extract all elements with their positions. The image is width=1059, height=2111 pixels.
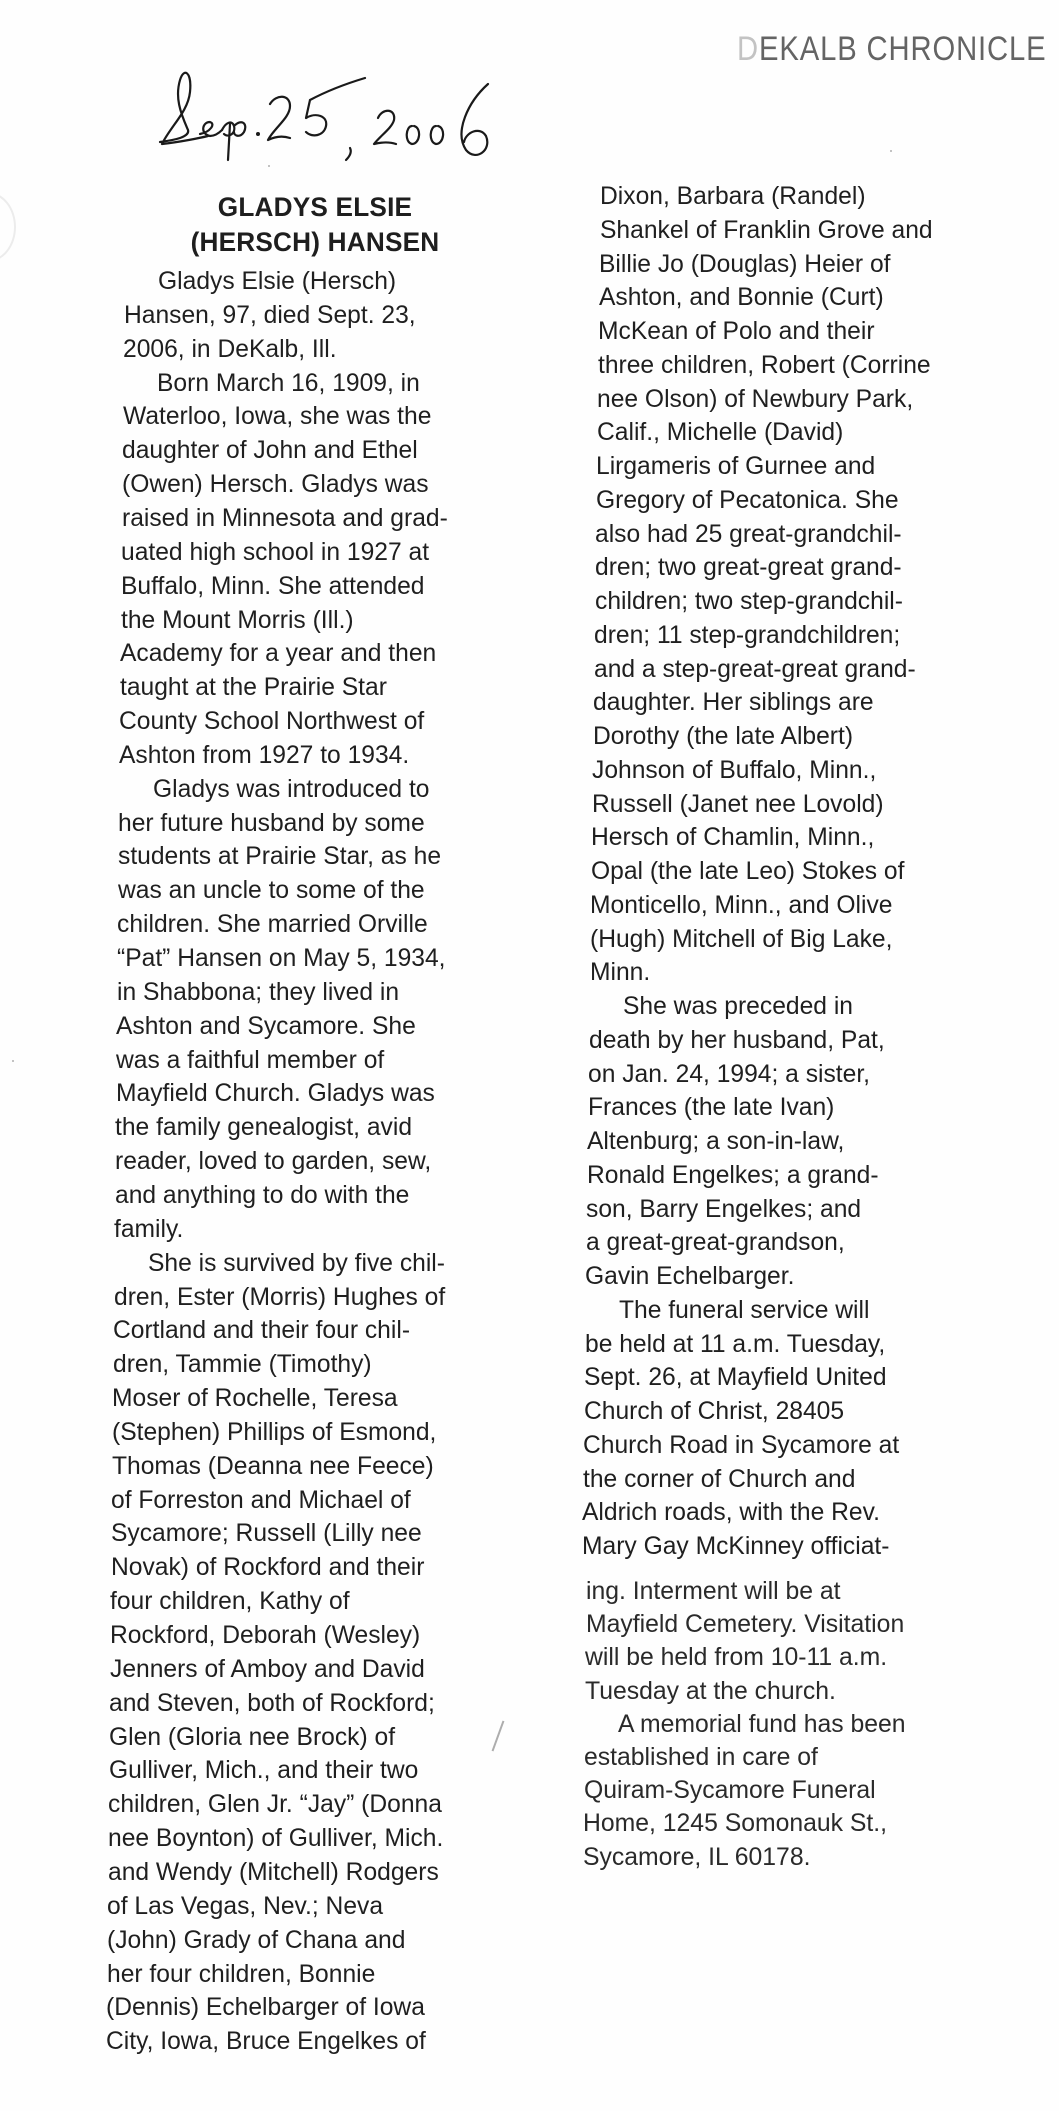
obituary-text-line: Johnson of Buffalo, Minn., xyxy=(592,755,877,784)
obituary-text-line: Lirgameris of Gurnee and xyxy=(596,452,876,480)
obituary-text-line: was an uncle to some of the xyxy=(117,876,425,905)
handwriting-stroke-2 xyxy=(268,97,290,140)
obituary-text-line: dren; 11 step-grandchildren; xyxy=(594,620,901,649)
obituary-text-line: Buffalo, Minn. She attended xyxy=(120,571,425,600)
obituary-text-line: Dixon, Barbara (Randel) xyxy=(600,182,866,210)
scan-speck xyxy=(12,1060,14,1062)
obituary-text-line: nee Boynton) of Gulliver, Mich. xyxy=(107,1824,444,1853)
obituary-text-line: Moser of Rochelle, Teresa xyxy=(112,1384,399,1413)
obituary-text-line: raised in Minnesota and grad- xyxy=(121,503,448,532)
obituary-text-line: Monticello, Minn., and Olive xyxy=(590,890,893,919)
obituary-text-line: will be held from 10-11 a.m. xyxy=(585,1643,888,1672)
obituary-text-line: Glen (Gloria nee Brock) of xyxy=(109,1722,396,1751)
obituary-text-line: dren, Tammie (Timothy) xyxy=(112,1350,372,1379)
obituary-text-line: The funeral service will xyxy=(618,1295,870,1324)
obituary-text-line: Church of Christ, 28405 xyxy=(583,1397,844,1425)
obituary-text-line: in Shabbona; they lived in xyxy=(116,977,399,1006)
masthead-text: EKALB CHRONICLE xyxy=(758,30,1047,68)
obituary-text-line: Home, 1245 Somonauk St., xyxy=(583,1809,888,1838)
obituary-text-line: “Pat” Hansen on May 5, 1934, xyxy=(117,944,446,972)
obituary-text-line: Dorothy (the late Albert) xyxy=(592,722,853,750)
obituary-text-line: 2006, in DeKalb, Ill. xyxy=(123,334,337,363)
handwriting-dot xyxy=(256,132,260,136)
obituary-text-line: (Owen) Hersch. Gladys was xyxy=(121,470,429,499)
obituary-text-line: Academy for a year and then xyxy=(120,639,437,668)
obituary-text-line: Mayfield Cemetery. Visitation xyxy=(585,1610,904,1639)
scan-speck xyxy=(268,165,270,167)
obituary-text-line: Calif., Michelle (David) xyxy=(596,418,844,447)
masthead-stamp xyxy=(737,30,1047,69)
obituary-text-line: Altenburg; a son-in-law, xyxy=(587,1127,845,1155)
obituary-text-line: Born March 16, 1909, in xyxy=(156,368,420,397)
obituary-text-line: Ronald Engelkes; a grand- xyxy=(586,1160,879,1189)
obituary-text-line: A memorial fund has been xyxy=(618,1709,906,1738)
obituary-text-line: on Jan. 24, 1994; a sister, xyxy=(588,1059,871,1088)
stray-pen-mark xyxy=(492,1721,505,1752)
obituary-text-line: McKean of Polo and their xyxy=(598,317,875,345)
obituary-text-line: Billie Jo (Douglas) Heier of xyxy=(599,249,891,278)
obituary-text-line: taught at the Prairie Star xyxy=(119,673,387,702)
obituary-text-line: daughter. Her siblings are xyxy=(593,688,874,717)
handwriting-stroke-0a xyxy=(407,126,419,144)
obituary-text-line: and Wendy (Mitchell) Rodgers xyxy=(107,1857,439,1886)
obituary-text-line: family. xyxy=(114,1214,184,1243)
handwritten-date xyxy=(150,62,570,172)
obituary-text-line: Aldrich roads, with the Rev. xyxy=(582,1498,881,1527)
obituary-text-line: her future husband by some xyxy=(118,808,426,837)
obituary-text-line: also had 25 great-grandchil- xyxy=(595,519,903,548)
obituary-text-line: established in care of xyxy=(584,1743,818,1771)
obituary-text-line: Ashton and Sycamore. She xyxy=(116,1011,417,1040)
obituary-text-line: Sycamore; Russell (Lilly nee xyxy=(111,1519,422,1548)
obituary-text-line: children; two step-grandchil- xyxy=(594,587,903,615)
handwriting-stroke-2b xyxy=(374,111,396,144)
handwriting-stroke-e xyxy=(200,122,222,136)
obituary-text-line: Hersch of Chamlin, Minn., xyxy=(591,823,875,852)
obituary-text-line: Ashton from 1927 to 1934. xyxy=(119,740,410,769)
obituary-text-line: children. She married Orville xyxy=(117,910,429,939)
obituary-text-line: (Hugh) Mitchell of Big Lake, xyxy=(589,924,893,953)
handwriting-comma xyxy=(346,148,351,160)
obituary-text-line: Gladys Elsie (Hersch) xyxy=(158,267,397,295)
obituary-text-line: Ashton, and Bonnie (Curt) xyxy=(598,283,884,312)
obituary-text-line: She is survived by five chil- xyxy=(147,1248,445,1277)
obituary-text-line: Russell (Janet nee Lovold) xyxy=(591,789,884,818)
obituary-text-line: the family genealogist, avid xyxy=(115,1113,413,1142)
obituary-text-line: and Steven, both of Rockford; xyxy=(109,1688,436,1717)
obituary-text-line: three children, Robert (Corrine xyxy=(597,350,931,379)
obituary-text-line: Shankel of Franklin Grove and xyxy=(599,215,933,244)
obituary-text-line: the corner of Church and xyxy=(582,1464,856,1493)
obituary-text-line: ing. Interment will be at xyxy=(586,1577,841,1605)
obituary-text-line: City, Iowa, Bruce Engelkes of xyxy=(105,2027,426,2056)
obituary-text-line: be held at 11 a.m. Tuesday, xyxy=(584,1329,885,1358)
punch-hole-mark xyxy=(0,192,16,262)
obituary-text-line: (John) Grady of Chana and xyxy=(106,1925,406,1954)
obituary-text-line: death by her husband, Pat, xyxy=(588,1025,885,1054)
obituary-text-line: students at Prairie Star, as he xyxy=(118,842,442,871)
obituary-text-line: Cortland and their four chil- xyxy=(113,1316,411,1345)
obituary-text-line: (Dennis) Echelbarger of Iowa xyxy=(106,1993,426,2022)
obituary-text-line: Opal (the late Leo) Stokes of xyxy=(590,857,905,885)
obituary-text-line: Waterloo, Iowa, she was the xyxy=(122,402,432,431)
obituary-text-line: children, Glen Jr. “Jay” (Donna xyxy=(108,1790,443,1819)
obituary-text-line: the Mount Morris (Ill.) xyxy=(120,605,354,634)
obituary-text-line: her four children, Bonnie xyxy=(106,1959,375,1988)
obituary-text-line: Gulliver, Mich., and their two xyxy=(108,1756,418,1785)
obituary-text-line: (Stephen) Phillips of Esmond, xyxy=(112,1417,437,1446)
obituary-text-line: was a faithful member of xyxy=(115,1045,385,1074)
obituary-text-line: Gregory of Pecatonica. She xyxy=(595,485,899,514)
headline-line-1: GLADYS ELSIE xyxy=(217,192,413,222)
obituary-text-line: of Las Vegas, Nev.; Neva xyxy=(107,1891,384,1920)
obituary-text-line: County School Northwest of xyxy=(119,707,425,736)
obituary-text-line: Jenners of Amboy and David xyxy=(109,1654,425,1683)
obituary-text-line: uated high school in 1927 at xyxy=(121,537,430,566)
obituary-text-line: Hansen, 97, died Sept. 23, xyxy=(123,300,416,329)
obituary-text-line: Thomas (Deanna nee Feece) xyxy=(111,1451,434,1480)
obituary-text-line: Tuesday at the church. xyxy=(584,1676,836,1705)
headline-line-2: (HERSCH) HANSEN xyxy=(190,227,440,257)
masthead-faded-letter: D xyxy=(737,30,759,68)
obituary-text-line: son, Barry Engelkes; and xyxy=(586,1194,862,1223)
obituary-text-line: reader, loved to garden, sew, xyxy=(114,1147,432,1176)
handwriting-stroke-6 xyxy=(462,84,488,155)
obituary-text-line: Sept. 26, at Mayfield United xyxy=(584,1363,887,1392)
obituary-text-line: Sycamore, IL 60178. xyxy=(582,1842,811,1871)
obituary-text-line: dren; two great-great grand- xyxy=(594,553,902,582)
handwriting-stroke-p xyxy=(222,122,245,160)
obituary-text-line: and anything to do with the xyxy=(114,1180,409,1209)
obituary-text-line: a great-great-grandson, xyxy=(585,1228,845,1257)
obituary-text-line: Church Road in Sycamore at xyxy=(583,1430,900,1459)
obituary-text-line: Quiram-Sycamore Funeral xyxy=(583,1776,876,1805)
obituary-text-line: of Forreston and Michael of xyxy=(111,1485,412,1514)
obituary-text-line: Rockford, Deborah (Wesley) xyxy=(110,1621,421,1649)
obituary-text-line: Minn. xyxy=(589,958,650,987)
obituary-text-line: Novak) of Rockford and their xyxy=(110,1553,425,1582)
obituary-text-line: Frances (the late Ivan) xyxy=(587,1093,835,1122)
obituary-text-line: Mayfield Church. Gladys was xyxy=(115,1079,435,1108)
obituary-text-line: She was preceded in xyxy=(623,992,854,1020)
obituary-text-line: nee Olson) of Newbury Park, xyxy=(597,384,914,413)
handwriting-stroke-0b xyxy=(431,126,443,144)
obituary-text-line: daughter of John and Ethel xyxy=(122,436,418,465)
scan-speck xyxy=(890,150,892,152)
obituary-text-line: Gavin Echelbarger. xyxy=(585,1262,795,1290)
obituary-text-line: and a step-great-great grand- xyxy=(593,654,916,683)
obituary-text-line: Mary Gay McKinney officiat- xyxy=(581,1532,890,1560)
handwriting-stroke-5 xyxy=(306,78,365,135)
obituary-text-line: four children, Kathy of xyxy=(110,1587,350,1616)
obituary-text-line: dren, Ester (Morris) Hughes of xyxy=(113,1282,445,1311)
obituary-text-line: Gladys was introduced to xyxy=(152,774,430,803)
